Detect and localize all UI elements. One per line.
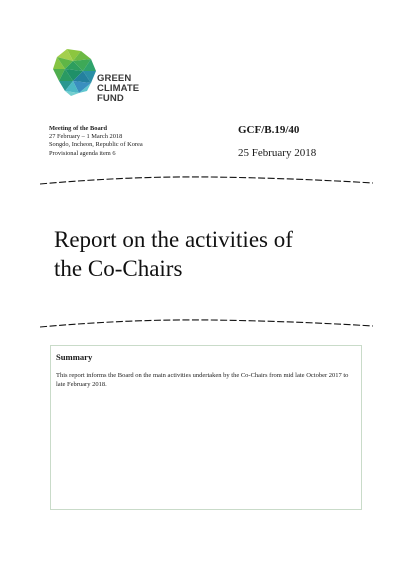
meeting-agenda: Provisional agenda item 6 bbox=[49, 149, 116, 157]
summary-box bbox=[50, 345, 362, 510]
logo-line-fund: FUND bbox=[97, 93, 124, 104]
report-title bbox=[54, 225, 374, 283]
globe-icon bbox=[49, 47, 97, 97]
wave-divider-bottom bbox=[40, 317, 373, 331]
logo-wordmark bbox=[97, 74, 139, 104]
meeting-location: Songdo, Incheon, Republic of Korea bbox=[49, 141, 143, 149]
meeting-title: Meeting of the Board bbox=[49, 125, 108, 132]
meeting-info bbox=[49, 125, 143, 158]
logo-line-climate: CLIMATE bbox=[97, 83, 140, 94]
document-number: GCF/B.19/40 bbox=[238, 124, 300, 136]
report-title-line2: the Co-Chairs bbox=[54, 256, 183, 281]
wave-divider-top bbox=[40, 174, 373, 188]
logo-line-green: GREEN bbox=[97, 73, 132, 84]
gcf-logo bbox=[49, 47, 149, 117]
summary-text: This report informs the Board on the main activities undertaken by the Co-Chairs from mid late October 2017 to late February 2018. bbox=[56, 372, 349, 388]
meeting-dates: 27 February – 1 March 2018 bbox=[49, 133, 123, 141]
report-title-line1: Report on the activities of bbox=[54, 227, 293, 252]
summary-heading: Summary bbox=[56, 352, 93, 362]
document-date: 25 February 2018 bbox=[238, 147, 317, 159]
